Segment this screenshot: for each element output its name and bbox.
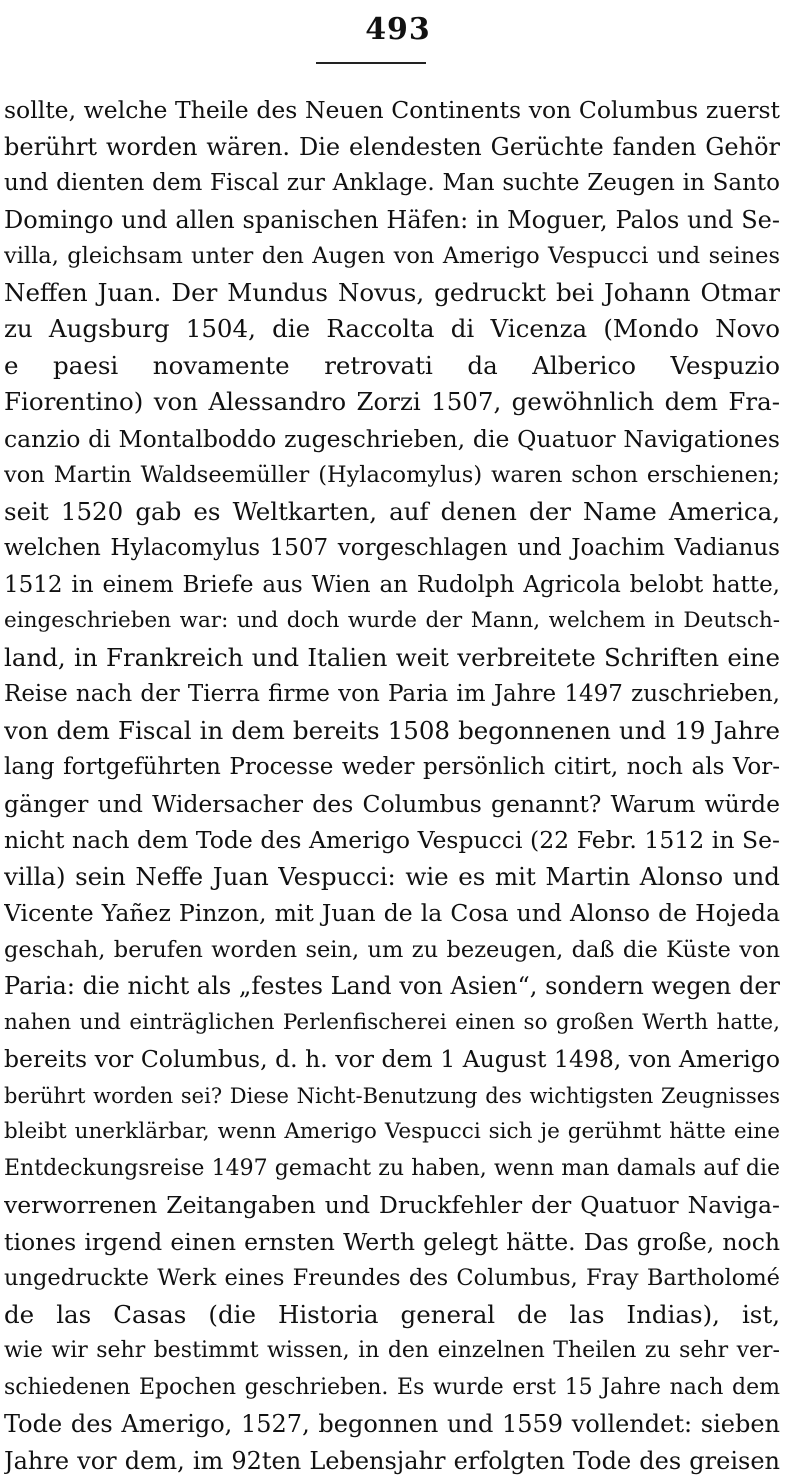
text-line: geschah, berufen worden sein, um zu bezeugen, daß die Küste von [4, 932, 780, 969]
text-line: de las Casas (die Historia general de las Indias), ist, [4, 1297, 780, 1334]
text-line: Domingo und allen spanischen Häfen: in Moguer, Palos und Se- [4, 202, 780, 239]
text-line: wie wir sehr bestimmt wissen, in den einzelnen Theilen zu sehr ver- [4, 1333, 780, 1370]
header-rule [316, 62, 426, 64]
text-line: seit 1520 gab es Weltkarten, auf denen der Name America, [4, 494, 780, 531]
text-line: land, in Frankreich und Italien weit verbreitete Schriften eine [4, 640, 780, 677]
text-line: Jahre vor dem, im 92ten Lebensjahr erfolgten Tode des greisen [4, 1443, 780, 1479]
text-line: Vicente Yañez Pinzon, mit Juan de la Cosa und Alonso de Hojeda [4, 895, 780, 932]
text-line: tiones irgend einen ernsten Werth gelegt hätte. Das große, noch [4, 1224, 780, 1261]
text-line: lang fortgeführten Processe weder persönlich citirt, noch als Vor- [4, 749, 780, 786]
text-line: 1512 in einem Briefe aus Wien an Rudolph Agricola belobt hatte, [4, 567, 780, 604]
text-line: zu Augsburg 1504, die Raccolta di Vicenza (Mondo Novo [4, 311, 780, 348]
text-line: Paria: die nicht als „festes Land von Asien“, sondern wegen der [4, 968, 780, 1005]
text-line: villa, gleichsam unter den Augen von Amerigo Vespucci und seines [4, 238, 780, 275]
text-line: von Martin Waldseemüller (Hylacomylus) waren schon erschienen; [4, 457, 780, 494]
text-line: villa) sein Neffe Juan Vespucci: wie es mit Martin Alonso und [4, 859, 780, 896]
text-line: von dem Fiscal in dem bereits 1508 begonnenen und 19 Jahre [4, 713, 780, 750]
text-line: Reise nach der Tierra firme von Paria im Jahre 1497 zuschrieben, [4, 676, 780, 713]
text-line: nahen und einträglichen Perlenfischerei einen so großen Werth hatte, [4, 1005, 780, 1042]
text-line: gänger und Widersacher des Columbus genannt? Warum würde [4, 786, 780, 823]
text-line: Fiorentino) von Alessandro Zorzi 1507, gewöhnlich dem Fra- [4, 384, 780, 421]
text-line: welchen Hylacomylus 1507 vorgeschlagen und Joachim Vadianus [4, 530, 780, 567]
text-line: schiedenen Epochen geschrieben. Es wurde erst 15 Jahre nach dem [4, 1370, 780, 1407]
text-line: ungedruckte Werk eines Freundes des Columbus, Fray Bartholomé [4, 1260, 780, 1297]
text-line: Tode des Amerigo, 1527, begonnen und 1559 vollendet: sieben [4, 1406, 780, 1443]
text-line: eingeschrieben war: und doch wurde der Mann, welchem in Deutsch- [4, 603, 780, 640]
text-line: verworrenen Zeitangaben und Druckfehler der Quatuor Naviga- [4, 1187, 780, 1224]
text-line: berührt worden sei? Diese Nicht-Benutzung des wichtigsten Zeugnisses [4, 1078, 780, 1115]
text-line: bereits vor Columbus, d. h. vor dem 1 August 1498, von Amerigo [4, 1041, 780, 1078]
text-line: berührt worden wären. Die elendesten Gerüchte fanden Gehör [4, 129, 780, 166]
body-text [4, 92, 780, 1479]
text-line: Neffen Juan. Der Mundus Novus, gedruckt bei Johann Otmar [4, 275, 780, 312]
text-line: canzio di Montalboddo zugeschrieben, die Quatuor Navigationes [4, 421, 780, 458]
text-line: sollte, welche Theile des Neuen Continents von Columbus zuerst [4, 92, 780, 129]
page-number: 493 [0, 12, 796, 47]
text-line: und dienten dem Fiscal zur Anklage. Man suchte Zeugen in Santo [4, 165, 780, 202]
text-line: nicht nach dem Tode des Amerigo Vespucci (22 Febr. 1512 in Se- [4, 822, 780, 859]
text-line: Entdeckungsreise 1497 gemacht zu haben, wenn man damals auf die [4, 1151, 780, 1188]
text-line: bleibt unerklärbar, wenn Amerigo Vespucci sich je gerühmt hätte eine [4, 1114, 780, 1151]
text-line: e paesi novamente retrovati da Alberico Vespuzio [4, 348, 780, 385]
